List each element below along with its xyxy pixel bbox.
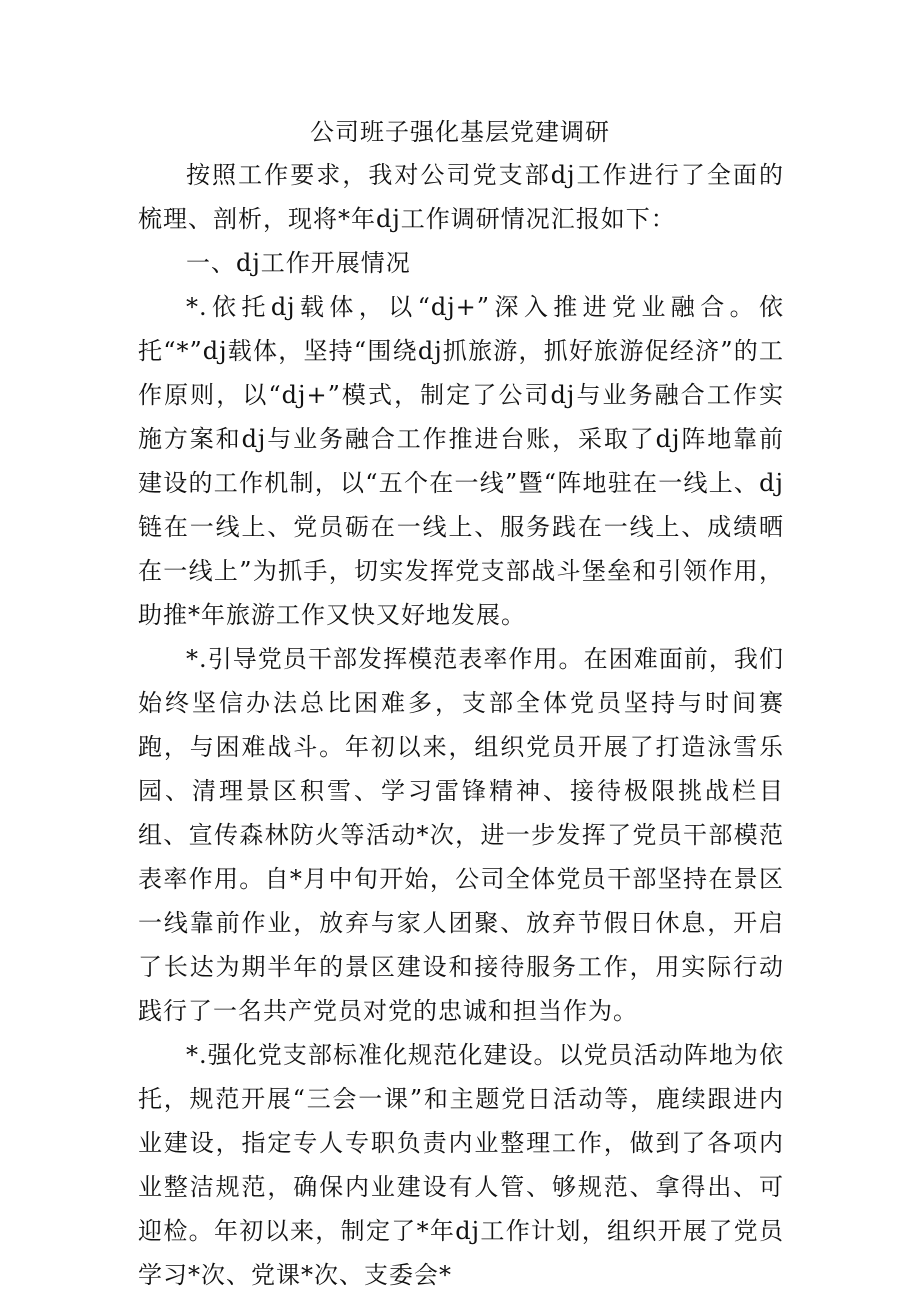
body-paragraph: *.引导党员干部发挥模范表率作用。在困难面前，我们始终坚信办法总比困难多，支部全体党员坚持与时间赛跑，与困难战斗。年初以来，组织党员开展了打造泳雪乐园、清理景区积雪、学习雷锋精神、接待极限挑战栏目组、宣传森林防火等活动*次，进一步发挥了党员干部模范表率作用。自*月中旬开始，公司全体党员干部坚持在景区一线靠前作业，放弃与家人团聚、放弃节假日休息，开启了长达为期半年的景区建设和接待服务工作，用实际行动践行了一名共产党员对党的忠诚和担当作为。 [138,645,784,1025]
document-body [138,153,784,1297]
body-paragraph: *.强化党支部标准化规范化建设。以党员活动阵地为依托，规范开展“三会一课”和主题党日活动等，鹿续跟进内业建设，指定专人专职负责内业整理工作，做到了各项内业整洁规范，确保内业建设有人管、够规范、拿得出、可迎检。年初以来，制定了*年dj工作计划，组织开展了党员学习*次、党课*次、支委会* [138,1041,784,1289]
intro-paragraph: 按照工作要求，我对公司党支部dj工作进行了全面的梳理、剖析，现将*年dj工作调研情况汇报如下： [138,161,784,233]
body-paragraph: *.依托dj载体，以“dj+”深入推进党业融合。依托“*”dj载体，坚持“围绕dj抓旅游，抓好旅游促经济”的工作原则，以“dj+”模式，制定了公司dj与业务融合工作实施方案和dj与业务融合工作推进台账，采取了dj阵地靠前建设的工作机制，以“五个在一线”暨“阵地驻在一线上、dj链在一线上、党员砺在一线上、服务践在一线上、成绩晒在一线上”为抓手，切实发挥党支部战斗堡垒和引领作用，助推*年旅游工作又快又好地发展。 [138,293,784,629]
document-title: 公司班子强化基层党建调研 [310,118,610,146]
section-heading: 一、dj工作开展情况 [186,249,411,277]
